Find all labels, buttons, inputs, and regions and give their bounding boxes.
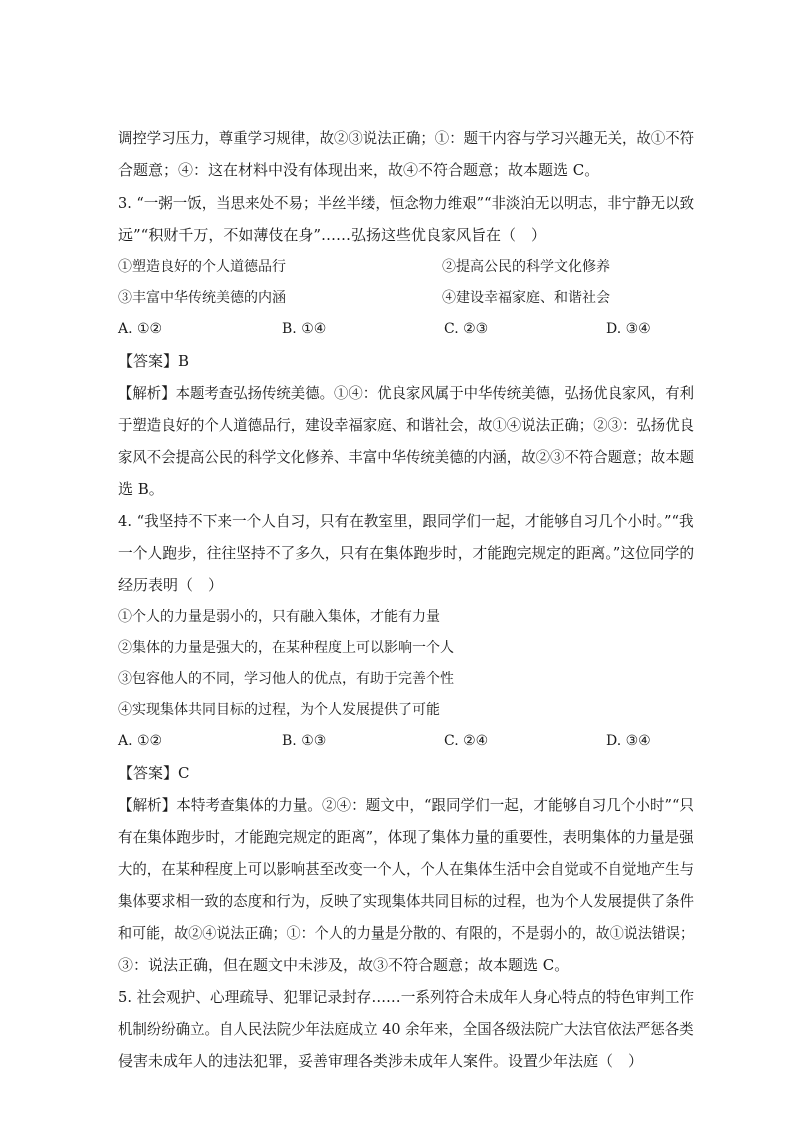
question-5-stem: 机制纷纷确立。自人民法院少年法庭成立 40 余年来，全国各级法院广大法官依法严惩各类 xyxy=(118,1020,694,1038)
q4-explanation: 大的，在某种程度上可以影响甚至改变一个人，个人在集体生活中会自觉或不自觉地产生与 xyxy=(118,860,695,878)
q3-choice-b: B. ①④ xyxy=(282,321,327,337)
question-3-stem: 3. “一粥一饭，当思来处不易；半丝半缕，恒念物力维艰”“非淡泊无以明志，非宁静无以致 xyxy=(118,194,695,212)
q3-option-3: ③丰富中华传统美德的内涵 xyxy=(118,290,286,306)
text-line: 调控学习压力，尊重学习规律，故②③说法正确；①：题干内容与学习兴趣无关，故①不符 xyxy=(118,129,695,147)
q4-option-4: ④实现集体共同目标的过程，为个人发展提供了可能 xyxy=(118,702,440,718)
q3-choice-d: D. ③④ xyxy=(606,321,651,337)
q4-choice-b: B. ①③ xyxy=(282,733,327,749)
q4-option-1: ①个人的力量是弱小的，只有融入集体，才能有力量 xyxy=(118,609,440,625)
q3-explanation: 选 B。 xyxy=(118,480,164,498)
q3-choice-a: A. ①② xyxy=(118,321,163,337)
q4-explanation: 【解析】本特考查集体的力量。②④：题文中，“跟同学们一起，才能够自习几个小时”“只 xyxy=(118,796,694,814)
question-5-stem: 5. 社会观护、心理疏导、犯罪记录封存……一系列符合未成年人身心特点的特色审判工作 xyxy=(118,988,695,1006)
q3-answer: 【答案】B xyxy=(118,352,190,370)
q4-choice-c: C. ②④ xyxy=(444,733,489,749)
q4-choice-d: D. ③④ xyxy=(606,733,651,749)
q4-option-2: ②集体的力量是强大的，在某种程度上可以影响一个人 xyxy=(118,640,454,656)
text-line: 合题意；④：这在材料中没有体现出来，故④不符合题意；故本题选 C。 xyxy=(118,161,600,179)
q3-option-2: ②提高公民的科学文化修养 xyxy=(442,259,610,275)
q3-option-1: ①塑造良好的个人道德品行 xyxy=(118,259,286,275)
q3-explanation: 家风不会提高公民的科学文化修养、丰富中华传统美德的内涵，故②③不符合题意；故本题 xyxy=(118,448,695,466)
q4-explanation: 和可能，故②④说法正确；①：个人的力量是分散的、有限的，不是弱小的，故①说法错误； xyxy=(118,924,695,942)
question-4-stem: 4. “我坚持不下来一个人自习，只有在教室里，跟同学们一起，才能够自习几个小时。”“我 xyxy=(118,512,694,530)
question-5-stem: 侵害未成年人的违法犯罪，妥善审理各类涉未成年人案件。设置少年法庭（ ） xyxy=(118,1052,644,1070)
question-3-stem: 远”“积财千万，不如薄伎在身”……弘扬这些优良家风旨在（ ） xyxy=(118,226,547,244)
q4-answer: 【答案】C xyxy=(118,764,190,782)
question-4-stem: 一个人跑步，往往坚持不了多久，只有在集体跑步时，才能跑完规定的距离。”这位同学的 xyxy=(118,544,695,562)
q4-explanation: 有在集体跑步时，才能跑完规定的距离”，体现了集体力量的重要性，表明集体的力量是强 xyxy=(118,828,694,846)
q3-explanation: 【解析】本题考查弘扬传统美德。①④：优良家风属于中华传统美德，弘扬优良家风，有利 xyxy=(118,384,695,402)
q3-option-4: ④建设幸福家庭、和谐社会 xyxy=(442,290,610,306)
question-4-stem: 经历表明（ ） xyxy=(118,576,224,594)
q4-option-3: ③包容他人的不同，学习他人的优点，有助于完善个性 xyxy=(118,671,454,687)
q3-choice-c: C. ②③ xyxy=(444,321,489,337)
q4-explanation: ③：说法正确，但在题文中未涉及，故③不符合题意；故本题选 C。 xyxy=(118,956,570,974)
q4-explanation: 集体要求相一致的态度和行为，反映了实现集体共同目标的过程，也为个人发展提供了条件 xyxy=(118,892,695,910)
q4-choice-a: A. ①② xyxy=(118,733,163,749)
q3-explanation: 于塑造良好的个人道德品行，建设幸福家庭、和谐社会，故①④说法正确；②③：弘扬优良 xyxy=(118,416,695,434)
